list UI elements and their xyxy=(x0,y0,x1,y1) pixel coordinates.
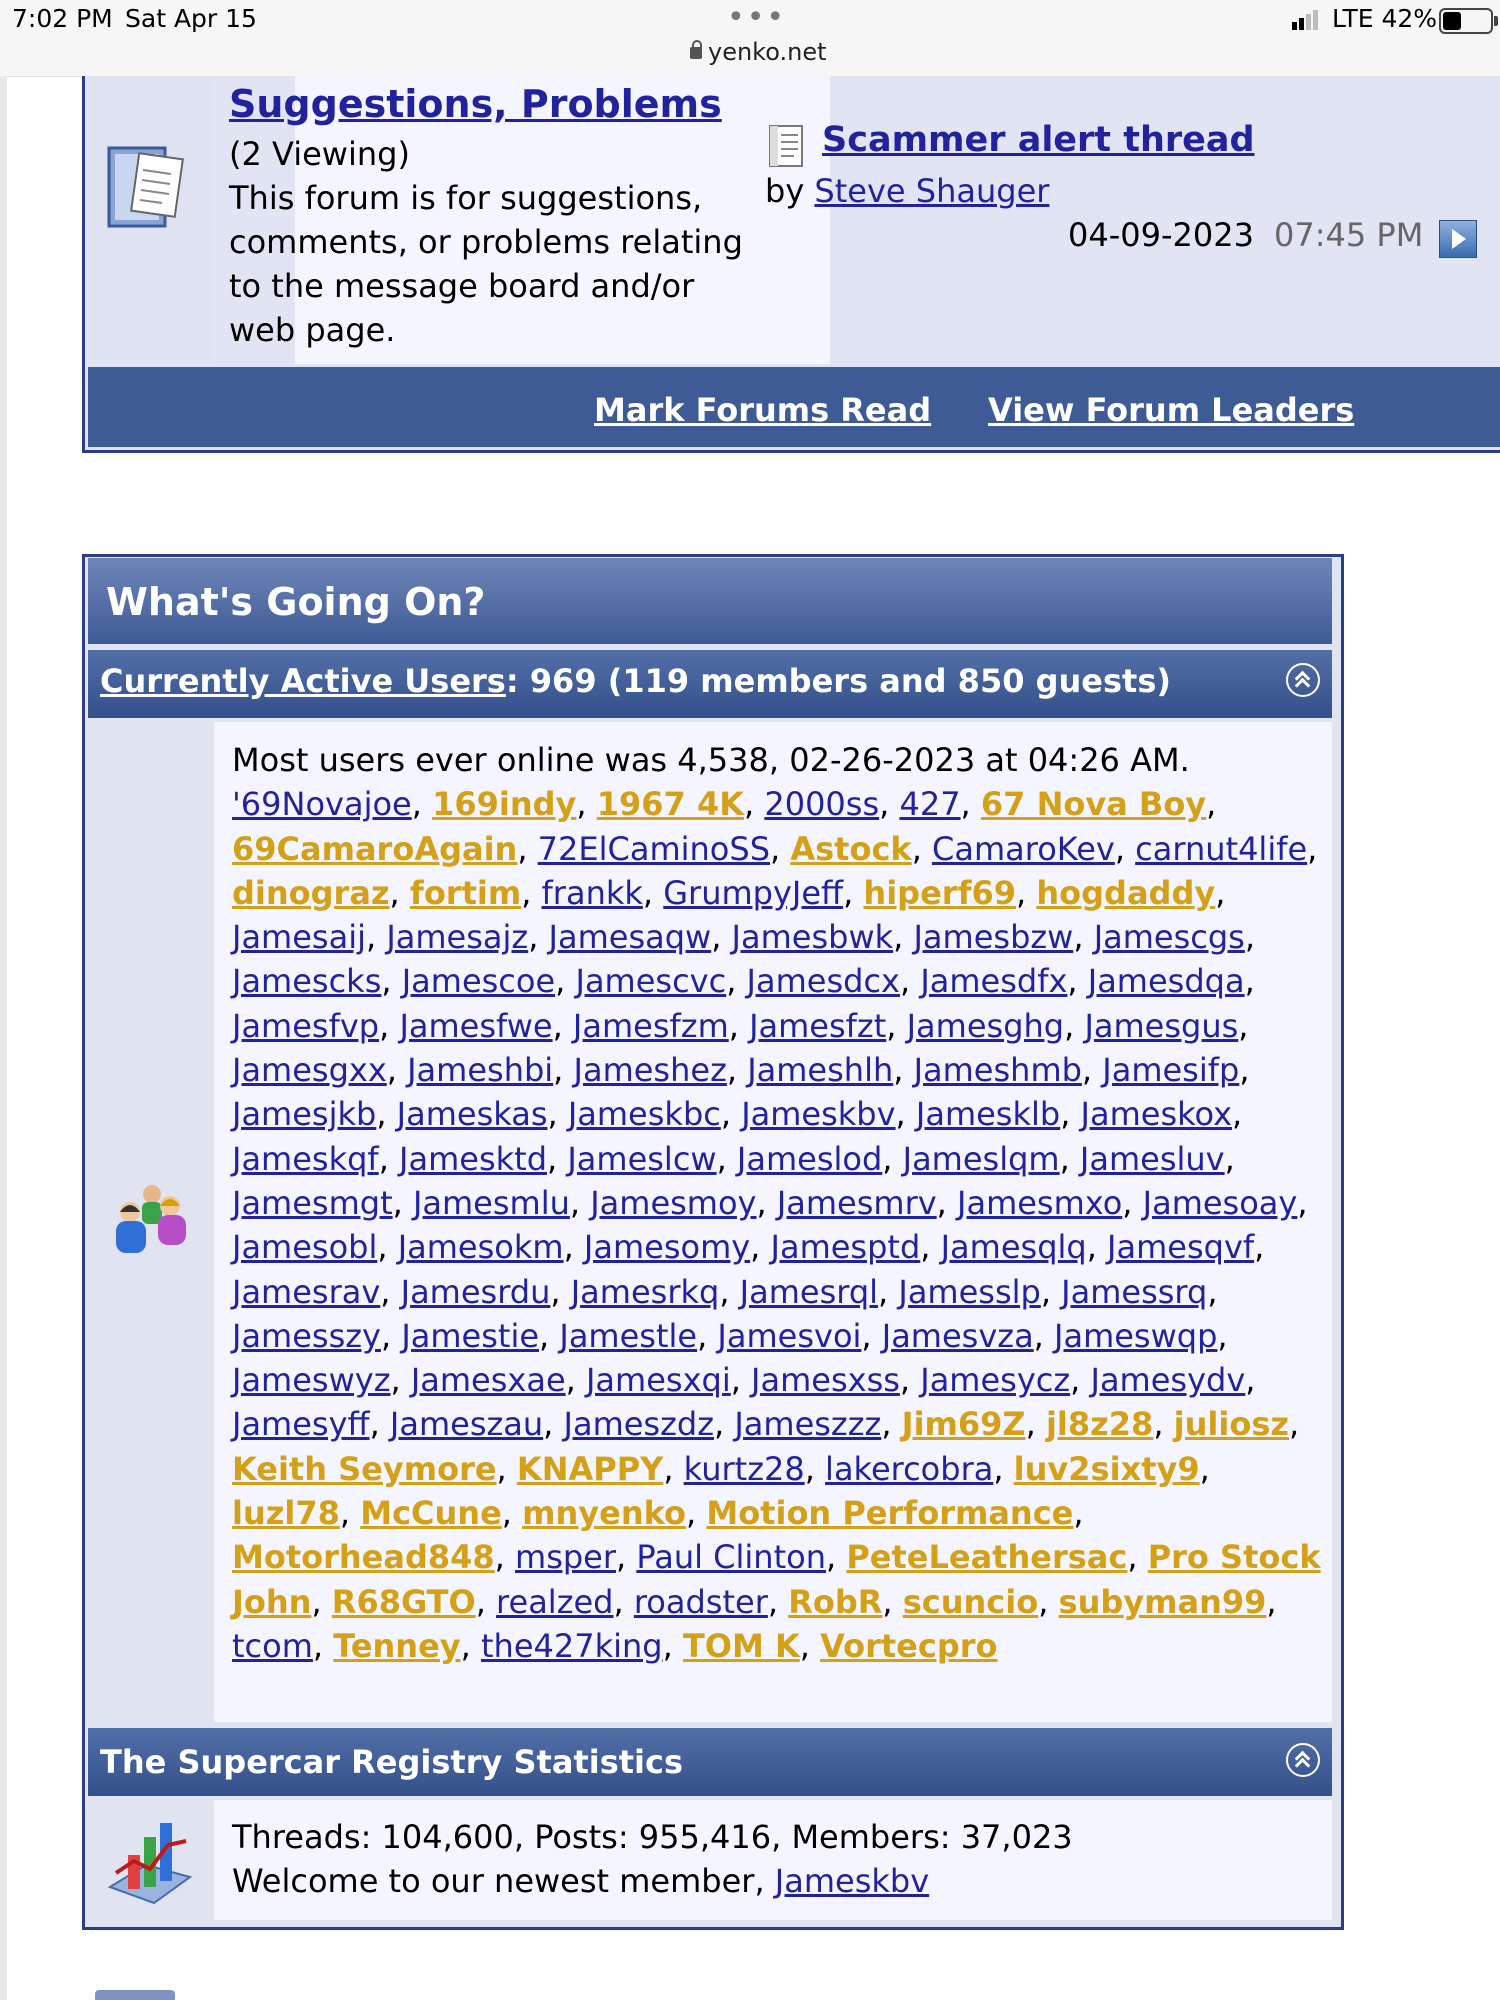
active-user-link[interactable]: Jameshbi xyxy=(407,1051,554,1090)
collapse-icon[interactable] xyxy=(1286,663,1320,697)
active-user-link[interactable]: Jamesdcx xyxy=(746,962,900,1001)
active-user-link[interactable]: hogdaddy xyxy=(1036,873,1216,912)
forum-viewing-count: (2 Viewing) xyxy=(229,135,410,173)
active-user-link[interactable]: Jameslqm xyxy=(902,1139,1060,1178)
active-user-link[interactable]: Jamescks xyxy=(232,962,382,1001)
page-left-edge xyxy=(0,76,7,2000)
active-user-link[interactable]: Jamesfwe xyxy=(399,1006,553,1045)
active-user-link[interactable]: Jamesmxo xyxy=(957,1183,1123,1222)
battery-icon xyxy=(1439,8,1493,34)
active-user-link[interactable]: Jamesifp xyxy=(1102,1051,1240,1090)
active-user-link[interactable]: Jameskas xyxy=(396,1095,548,1134)
active-users-heading xyxy=(100,662,1171,700)
active-user-link[interactable]: Jamesrkq xyxy=(570,1272,720,1311)
newest-member-line xyxy=(232,1862,929,1900)
active-user-link[interactable]: Vortecpro xyxy=(820,1626,998,1665)
go-to-last-post-icon[interactable] xyxy=(1439,220,1477,258)
active-user-link[interactable]: Jamesaqw xyxy=(548,918,712,957)
active-user-link[interactable]: kurtz28 xyxy=(683,1449,805,1488)
last-post-author-link[interactable]: Steve Shauger xyxy=(814,172,1050,210)
active-user-link[interactable]: Astock xyxy=(790,829,912,868)
active-user-link[interactable]: Jamesptd xyxy=(770,1228,921,1267)
active-user-link[interactable]: Jamessrq xyxy=(1061,1272,1208,1311)
active-user-link[interactable]: Pro Stock John xyxy=(232,1538,1321,1621)
active-user-link[interactable]: 67 Nova Boy xyxy=(980,785,1207,824)
active-user-link[interactable]: Jamesmgt xyxy=(232,1183,393,1222)
active-user-link[interactable]: Jamesokm xyxy=(397,1228,564,1267)
last-post-time: 07:45 PM xyxy=(1274,216,1424,254)
mark-forums-read-link[interactable]: Mark Forums Read xyxy=(594,391,932,429)
most-users-online: Most users ever online was 4,538, 02-26-2023 at 04:26 AM. xyxy=(232,741,1190,779)
active-user-link[interactable]: Jamesycz xyxy=(920,1361,1071,1400)
active-user-link[interactable]: 1967 4K xyxy=(596,785,744,824)
active-user-link[interactable]: Jamesdfx xyxy=(920,962,1068,1001)
active-user-link[interactable]: PeteLeathersac xyxy=(846,1538,1128,1577)
active-user-link[interactable]: Jameslod xyxy=(736,1139,883,1178)
active-user-link[interactable]: Jamesrdu xyxy=(400,1272,551,1311)
active-user-link[interactable]: Jamesbwk xyxy=(731,918,894,957)
last-post-date: 04-09-2023 xyxy=(1068,216,1254,254)
active-user-link[interactable]: Jameskbc xyxy=(567,1095,721,1134)
last-thread-link[interactable]: Scammer alert thread xyxy=(822,120,1255,160)
active-user-link[interactable]: GrumpyJeff xyxy=(663,873,844,912)
active-user-link[interactable]: Jamesfvp xyxy=(232,1006,380,1045)
active-user-link[interactable]: Jameshlh xyxy=(747,1051,894,1090)
active-user-link[interactable]: Jamesktd xyxy=(399,1139,547,1178)
welcome-text: Welcome to our newest member, xyxy=(232,1862,775,1900)
status-bar xyxy=(0,0,1500,77)
network-battery-text: LTE 42% xyxy=(1332,4,1438,33)
status-date: Sat Apr 15 xyxy=(125,4,257,33)
active-user-link[interactable]: Keith Seymore xyxy=(232,1449,497,1488)
active-user-link[interactable]: Jameshmb xyxy=(913,1051,1082,1090)
active-user-link[interactable]: Jamesyff xyxy=(232,1405,370,1444)
active-user-link[interactable]: Jim69Z xyxy=(901,1405,1026,1444)
active-users-text xyxy=(232,738,1327,1668)
active-user-link[interactable]: Jameszzz xyxy=(734,1405,882,1444)
active-user-link[interactable]: scuncio xyxy=(902,1582,1039,1621)
active-user-link[interactable]: R68GTO xyxy=(331,1582,476,1621)
active-user-link[interactable]: the427king xyxy=(480,1626,663,1665)
active-user-link[interactable]: Paul Clinton xyxy=(636,1538,826,1577)
next-section-icon xyxy=(95,1990,175,2000)
active-users-count: : 969 (119 members and 850 guests) xyxy=(505,662,1172,700)
active-users-list: '69Novajoe, 169indy, 1967 4K, 2000ss, 427, 67 Nova Boy, 69CamaroAgain, 72ElCaminoSS, Astock, CamaroKev, carnut4life, dinograz, fortim, frankk, GrumpyJeff, hiperf69, hogdaddy, Jamesaij, Jamesajz, Jamesaqw, Jamesbwk, Jamesbzw, Jamescgs, Jamescks, Jamescoe, Jamescvc, Jamesdcx, Jamesdfx, Jamesdqa, Jamesfvp, Jamesfwe, Jamesfzm, Jamesfzt, Jamesghg, Jamesgus, Jamesgxx, Jameshbi, Jameshez, Jameshlh, Jameshmb, Jamesifp, Jamesjkb, Jameskas, Jameskbc, Jameskbv, Jamesklb, Jameskox, Jameskqf, Jamesktd, Jameslcw, Jameslod, Jameslqm, Jamesluv, Jamesmgt, Jamesmlu, Jamesmoy, Jamesmrv, Jamesmxo, Jamesoay, Jamesobl, Jamesokm, Jamesomy, Jamesptd, Jamesqlq, Jamesqvf, Jamesrav, Jamesrdu, Jamesrkq, Jamesrql, Jamesslp, Jamessrq, Jamesszy, Jamestie, Jamestle, Jamesvoi, Jamesvza, Jameswqp, Jameswyz, Jamesxae, Jamesxqi, Jamesxss, Jamesycz, Jamesydv, Jamesyff, Jameszau, Jameszdz, Jameszzz, Jim69Z, jl8z28, juliosz, Keith Seymore, KNAPPY, kurtz28, lakercobra, luv2sixty9, luzl78, McCune, mnyenko, Motion Performance, Motorhead848, msper, Paul Clinton, PeteLeathersac, Pro Stock John, R68GTO, realzed, roadster, RobR, scuncio, subyman99, tcom, Tenney, the427king, TOM K, Vortecpro xyxy=(232,785,1321,1665)
active-user-link[interactable]: Jamesydv xyxy=(1090,1361,1246,1400)
forum-description: This forum is for suggestions, comments, or problems relating to the message board and/or web page. xyxy=(229,179,743,349)
active-user-link[interactable]: Motorhead848 xyxy=(232,1538,495,1577)
active-user-link[interactable]: Jamesfzt xyxy=(749,1006,887,1045)
active-user-link[interactable]: Jameszdz xyxy=(563,1405,714,1444)
active-user-link[interactable]: 69CamaroAgain xyxy=(232,829,518,868)
active-user-link[interactable]: Jamesoay xyxy=(1142,1183,1298,1222)
whats-going-on-title: What's Going On? xyxy=(106,580,486,624)
active-user-link[interactable]: CamaroKev xyxy=(932,829,1115,868)
forum-statistics: Threads: 104,600, Posts: 955,416, Members: 37,023 xyxy=(232,1818,1073,1856)
active-user-link[interactable]: jl8z28 xyxy=(1045,1405,1154,1444)
last-post-byline xyxy=(765,172,1049,210)
active-user-link[interactable]: Motion Performance xyxy=(706,1494,1074,1533)
lock-icon xyxy=(690,47,702,59)
active-user-link[interactable]: Jamesqvf xyxy=(1107,1228,1255,1267)
active-user-link[interactable]: lakercobra xyxy=(825,1449,994,1488)
active-user-link[interactable]: Jamesfzm xyxy=(572,1006,729,1045)
active-user-link[interactable]: Jameshez xyxy=(573,1051,727,1090)
active-user-link[interactable]: Jamesmrv xyxy=(776,1183,937,1222)
active-user-link[interactable]: Jamestle xyxy=(559,1316,698,1355)
thread-document-icon xyxy=(767,123,807,169)
active-user-link[interactable]: tcom xyxy=(232,1626,313,1665)
active-user-link[interactable]: Jameskbv xyxy=(741,1095,896,1134)
active-user-link[interactable]: Jamesajz xyxy=(386,918,529,957)
active-user-link[interactable]: Jamesxae xyxy=(410,1361,566,1400)
active-user-link[interactable]: Jamescvc xyxy=(575,962,727,1001)
statistics-chart-icon xyxy=(106,1815,194,1905)
active-user-link[interactable]: Jamesgxx xyxy=(232,1051,387,1090)
active-user-link[interactable]: Jameswqp xyxy=(1054,1316,1218,1355)
view-forum-leaders-link[interactable]: View Forum Leaders xyxy=(988,391,1355,429)
active-user-link[interactable]: Jamesvza xyxy=(881,1316,1034,1355)
active-user-link[interactable]: KNAPPY xyxy=(516,1449,664,1488)
active-user-link[interactable]: Jamesxqi xyxy=(585,1361,731,1400)
active-user-link[interactable]: mnyenko xyxy=(522,1494,686,1533)
active-user-link[interactable]: Jamesszy xyxy=(232,1316,381,1355)
active-user-link[interactable]: Jamesgus xyxy=(1084,1006,1239,1045)
active-user-link[interactable]: hiperf69 xyxy=(863,873,1017,912)
active-user-link[interactable]: Jameskqf xyxy=(232,1139,379,1178)
active-user-link[interactable]: frankk xyxy=(541,873,643,912)
active-user-link[interactable]: msper xyxy=(515,1538,617,1577)
by-label: by xyxy=(765,172,805,210)
active-user-link[interactable]: Jamesghg xyxy=(906,1006,1065,1045)
active-user-link[interactable]: juliosz xyxy=(1173,1405,1289,1444)
newest-member-link[interactable]: Jameskbv xyxy=(774,1862,930,1900)
currently-active-users-link[interactable]: Currently Active Users xyxy=(100,662,506,700)
active-user-link[interactable]: Jamesslp xyxy=(898,1272,1041,1311)
status-time: 7:02 PM xyxy=(12,4,113,33)
active-user-link[interactable]: Jamesrav xyxy=(232,1272,381,1311)
forum-folder-icon xyxy=(107,142,189,230)
active-user-link[interactable]: Jameskox xyxy=(1080,1095,1233,1134)
active-user-link[interactable]: Jamesxss xyxy=(751,1361,900,1400)
active-user-link[interactable]: Jameslcw xyxy=(567,1139,717,1178)
active-user-link[interactable]: Jamesklb xyxy=(915,1095,1061,1134)
active-user-link[interactable]: Jameszau xyxy=(389,1405,544,1444)
active-user-link[interactable]: '69Novajoe xyxy=(232,785,412,824)
active-user-link[interactable]: carnut4life xyxy=(1135,829,1308,868)
more-dots-icon[interactable]: ••• xyxy=(727,0,787,35)
active-user-link[interactable]: Jamesjkb xyxy=(232,1095,377,1134)
active-user-link[interactable]: Jamesobl xyxy=(232,1228,378,1267)
active-user-link[interactable]: Jamescgs xyxy=(1093,918,1245,957)
collapse-icon[interactable] xyxy=(1286,1743,1320,1777)
active-user-link[interactable]: luzl78 xyxy=(232,1494,340,1533)
stats-title: The Supercar Registry Statistics xyxy=(100,1743,684,1781)
active-user-link[interactable]: RobR xyxy=(788,1582,883,1621)
active-user-link[interactable]: subyman99 xyxy=(1058,1582,1267,1621)
active-user-link[interactable]: 2000ss xyxy=(764,785,880,824)
active-user-link[interactable]: McCune xyxy=(360,1494,502,1533)
active-user-link[interactable]: Jamesqlq xyxy=(940,1228,1087,1267)
active-user-link[interactable]: Jamesaij xyxy=(232,918,366,957)
active-user-link[interactable]: roadster xyxy=(633,1582,768,1621)
active-user-link[interactable]: luv2sixty9 xyxy=(1013,1449,1200,1488)
active-user-link[interactable]: Jamesdqa xyxy=(1087,962,1245,1001)
active-user-link[interactable]: fortim xyxy=(409,873,522,912)
forum-title-link[interactable]: Suggestions, Problems xyxy=(229,82,722,126)
active-user-link[interactable]: Jamescoe xyxy=(401,962,556,1001)
active-user-link[interactable]: Jamesrql xyxy=(739,1272,879,1311)
active-user-link[interactable]: Jamesluv xyxy=(1079,1139,1225,1178)
active-user-link[interactable]: Jameswyz xyxy=(232,1361,391,1400)
address-bar[interactable] xyxy=(690,38,827,66)
active-user-link[interactable]: dinograz xyxy=(232,873,390,912)
active-user-link[interactable]: realzed xyxy=(496,1582,614,1621)
active-user-link[interactable]: Jamesomy xyxy=(583,1228,751,1267)
signal-icon xyxy=(1292,10,1320,30)
active-user-link[interactable]: 72ElCaminoSS xyxy=(537,829,770,868)
active-user-link[interactable]: Jamesmoy xyxy=(590,1183,757,1222)
active-user-link[interactable]: Jamesmlu xyxy=(412,1183,570,1222)
active-user-link[interactable]: 427 xyxy=(899,785,961,824)
active-user-link[interactable]: 169indy xyxy=(432,785,577,824)
online-users-icon xyxy=(108,1180,196,1260)
active-user-link[interactable]: Jamestie xyxy=(401,1316,540,1355)
active-user-link[interactable]: TOM K xyxy=(682,1626,800,1665)
active-user-link[interactable]: Jamesvoi xyxy=(717,1316,862,1355)
active-user-link[interactable]: Jamesbzw xyxy=(913,918,1074,957)
active-user-link[interactable]: Tenney xyxy=(333,1626,461,1665)
url-text: yenko.net xyxy=(708,38,827,66)
